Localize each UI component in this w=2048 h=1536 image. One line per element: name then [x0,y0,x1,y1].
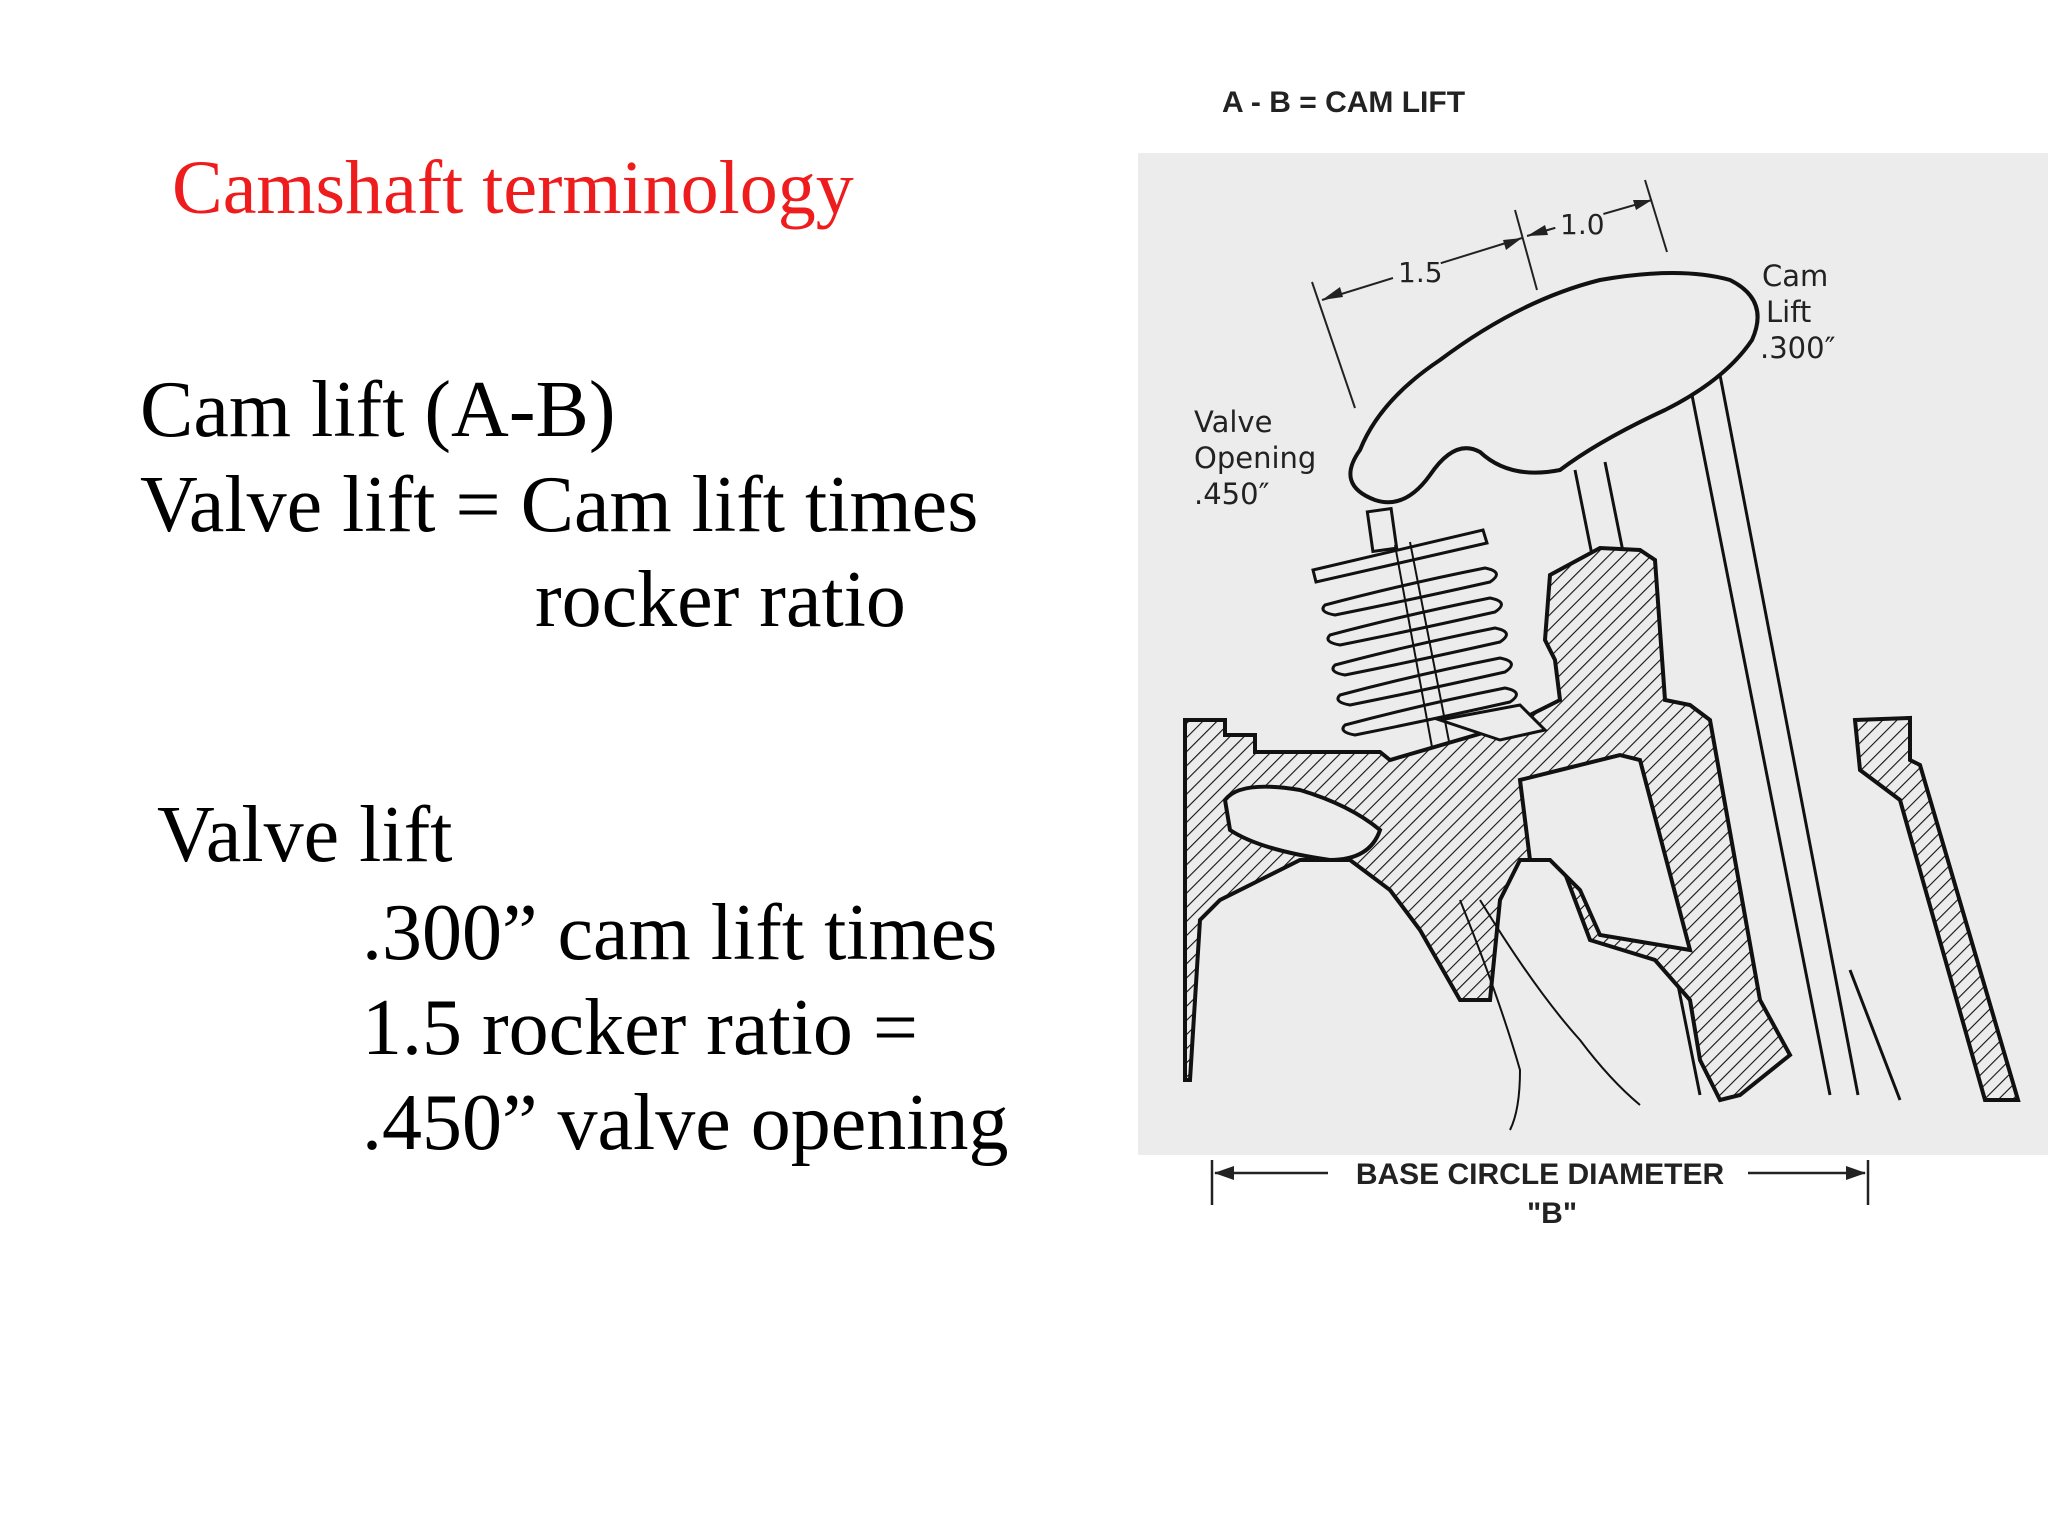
base-circle-sublabel: "B" [1526,1197,1578,1230]
slide-title: Camshaft terminology [172,146,854,230]
cam-lift-label: Cam Lift .300″ [1760,259,1836,365]
dimension-label-1-5: 1.5 [1398,256,1443,289]
valve-opening-label: Valve Opening .450″ [1194,405,1317,511]
valve-lift-heading: Valve lift [157,791,453,879]
example-line-3: .450” valve opening [362,1079,1009,1167]
dimension-label-1-0: 1.0 [1560,208,1605,241]
cam-lift-line: Cam lift (A-B) [140,366,616,454]
example-line-1: .300” cam lift times [362,889,998,977]
example-line-2: 1.5 rocker ratio = [362,984,919,1072]
valve-lift-formula-line: Valve lift = Cam lift times [140,461,979,549]
rocker-ratio-line: rocker ratio [535,556,906,644]
valve-stem-tip [1367,509,1396,552]
base-circle-label: BASE CIRCLE DIAMETER [1355,1158,1725,1191]
cam-lift-caption: A - B = CAM LIFT [1222,86,1466,119]
